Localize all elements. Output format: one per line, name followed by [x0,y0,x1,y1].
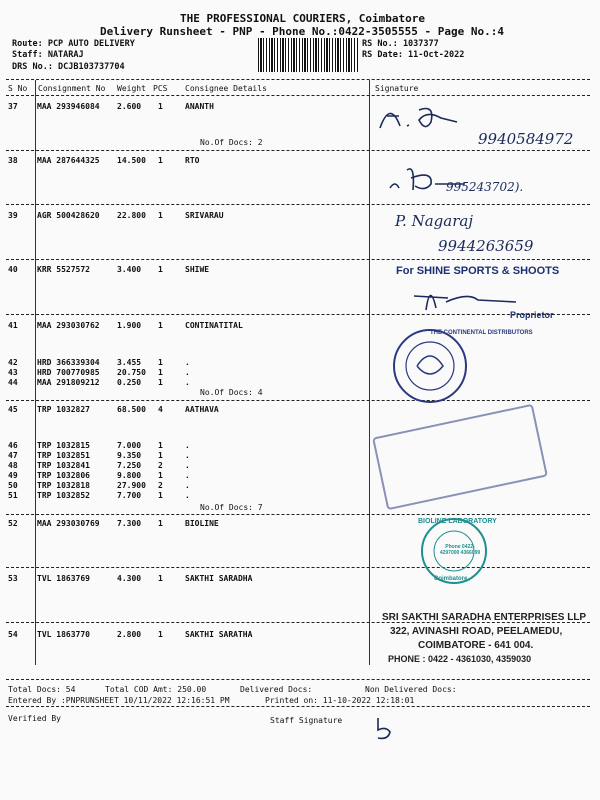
row-sno: 38 [8,156,18,165]
row-weight: 7.250 [117,461,142,470]
row-pcs: 1 [158,368,163,377]
col-signature: Signature [375,84,419,93]
row-pcs: 1 [158,441,163,450]
row-weight: 7.000 [117,441,142,450]
row-consignment: TVL 1863770 [37,630,90,639]
divider [6,314,590,315]
row-consignment: TRP 1032841 [37,461,90,470]
row-weight: 27.900 [117,481,146,490]
row-pcs: 1 [158,519,163,528]
row-consignment: HRD 700770985 [37,368,100,377]
stamp-sakthi-line1: SRI SAKTHI SARADHA ENTERPRISES LLP [382,612,587,623]
row-pcs: 1 [158,321,163,330]
row-consignment: TRP 1032815 [37,441,90,450]
row-consignment: TRP 1032806 [37,471,90,480]
row-consignee: SRIVARAU [185,211,224,220]
stamp-continental-text: THE CONTINENTAL DISTRIBUTORS [430,330,533,336]
row-consignee: . [185,471,190,480]
row-sno: 37 [8,102,18,111]
row-sno: 51 [8,491,18,500]
divider [6,150,590,151]
stamp-bioline-top: BIOLINE LABORATORY [418,518,497,525]
row-pcs: 1 [158,574,163,583]
row-weight: 7.300 [117,519,142,528]
row-consignee: . [185,441,190,450]
row-consignee: . [185,368,190,377]
stamp-sakthi-line3: COIMBATORE - 641 004. [418,640,534,651]
phone-handwritten-1: 9940584972 [478,130,574,148]
col-sno: S No [8,84,28,93]
column-rule [369,80,370,665]
row-consignee: RTO [185,156,200,165]
total-docs: Total Docs: 54 [8,685,76,694]
row-sno: 43 [8,368,18,377]
rs-date: RS Date: 11-Oct-2022 [362,50,465,60]
row-consignee: SAKTHI SARATHA [185,630,253,639]
divider [6,79,590,80]
row-weight: 22.800 [117,211,146,220]
row-consignee: . [185,481,190,490]
stamp-continental [385,326,475,406]
staff-label: Staff: NATARAJ [12,50,84,60]
row-weight: 7.700 [117,491,142,500]
divider [6,400,590,401]
row-sno: 52 [8,519,18,528]
stamp-proprietor: Proprietor [510,310,554,320]
total-cod: Total COD Amt: 250.00 [105,685,207,694]
row-sno: 45 [8,405,18,414]
signature-37 [375,98,465,138]
printed-on: Printed on: 11-10-2022 12:18:01 [265,696,415,705]
company-title: THE PROFESSIONAL COURIERS, Coimbatore [180,12,426,25]
column-rule [35,80,36,665]
row-pcs: 2 [158,461,163,470]
row-consignment: MAA 287644325 [37,156,100,165]
row-pcs: 1 [158,491,163,500]
col-weight: Weight [117,84,146,93]
row-pcs: 1 [158,471,163,480]
row-consignee: SAKTHI SARADHA [185,574,253,583]
divider [6,679,590,680]
entered-by: Entered By :PNPRUNSHEET 10/11/2022 12:16:51 PM [8,696,230,705]
staff-signature-label: Staff Signature [270,716,343,725]
row-weight: 2.800 [117,630,142,639]
stamp-sakthi-line4: PHONE : 0422 - 4361030, 4359030 [388,654,532,664]
verified-by: Verified By [8,714,61,723]
row-consignment: TRP 1032818 [37,481,90,490]
row-pcs: 1 [158,265,163,274]
row-pcs: 1 [158,358,163,367]
row-weight: 68.500 [117,405,146,414]
stamp-shine-sports: For SHINE SPORTS & SHOOTS [396,265,560,277]
row-weight: 9.800 [117,471,142,480]
row-consignment: TRP 1032852 [37,491,90,500]
route-label: Route: PCP AUTO DELIVERY [12,39,135,49]
stamp-aathava [372,404,548,510]
row-consignment: MAA 293030769 [37,519,100,528]
row-sno: 42 [8,358,18,367]
row-pcs: 1 [158,156,163,165]
divider [6,259,590,260]
row-consignee: SHIWE [185,265,210,274]
stamp-bioline-phone: Phone 0422-4297000 4366099 [439,544,481,556]
row-weight: 3.400 [117,265,142,274]
staff-signature-mark [372,714,402,744]
row-weight: 2.600 [117,102,142,111]
row-weight: 20.750 [117,368,146,377]
row-consignee: . [185,491,190,500]
row-sno: 44 [8,378,18,387]
delivered-docs: Delivered Docs: [240,685,313,694]
row-consignee: . [185,358,190,367]
row-sno: 49 [8,471,18,480]
row-weight: 4.300 [117,574,142,583]
row-pcs: 1 [158,378,163,387]
rs-number: RS No.: 1037377 [362,39,439,49]
row-consignment: KRR 5527572 [37,265,90,274]
row-consignee: BIOLINE [185,519,219,528]
row-consignee: AATHAVA [185,405,219,414]
runsheet-subtitle: Delivery Runsheet - PNP - Phone No.:0422-3505555 - Page No.:4 [100,25,504,38]
row-weight: 14.500 [117,156,146,165]
row-consignment: MAA 293030762 [37,321,100,330]
row-weight: 1.900 [117,321,142,330]
row-sno: 39 [8,211,18,220]
non-delivered-docs: Non Delivered Docs: [365,685,457,694]
row-weight: 0.250 [117,378,142,387]
divider [6,567,590,568]
divider [6,706,590,707]
row-consignment: MAA 293946084 [37,102,100,111]
docs-count: No.Of Docs: 4 [200,388,263,397]
phone-handwritten-3: 9944263659 [438,237,534,255]
row-consignee: . [185,451,190,460]
row-consignment: TRP 1032851 [37,451,90,460]
stamp-bioline-bottom: Coimbatore [434,576,468,582]
row-pcs: 1 [158,630,163,639]
row-sno: 40 [8,265,18,274]
row-sno: 41 [8,321,18,330]
signature-40 [408,282,518,312]
row-weight: 3.455 [117,358,142,367]
row-consignee: CONTINATITAL [185,321,243,330]
stamp-sakthi-line2: 322, AVINASHI ROAD, PEELAMEDU, [390,626,563,637]
row-consignment: TVL 1863769 [37,574,90,583]
row-pcs: 2 [158,481,163,490]
row-consignment: HRD 366339304 [37,358,100,367]
row-weight: 9.350 [117,451,142,460]
row-pcs: 1 [158,451,163,460]
row-consignment: MAA 291809212 [37,378,100,387]
row-consignee: . [185,461,190,470]
row-pcs: 1 [158,102,163,111]
divider [6,95,590,96]
phone-handwritten-2: 995243702). [446,180,524,194]
divider [6,514,590,515]
docs-count: No.Of Docs: 7 [200,503,263,512]
row-consignee: ANANTH [185,102,214,111]
barcode [258,38,358,72]
docs-count: No.Of Docs: 2 [200,138,263,147]
signature-39-name: P. Nagaraj [395,212,473,230]
row-pcs: 4 [158,405,163,414]
row-sno: 46 [8,441,18,450]
row-pcs: 1 [158,211,163,220]
row-consignment: TRP 1032827 [37,405,90,414]
col-pcs: PCS [153,84,168,93]
divider [6,204,590,205]
row-sno: 50 [8,481,18,490]
row-sno: 54 [8,630,18,639]
drs-label: DRS No.: DCJB103737704 [12,62,125,72]
col-consignment: Consignment No [38,84,106,93]
row-sno: 48 [8,461,18,470]
row-sno: 47 [8,451,18,460]
row-sno: 53 [8,574,18,583]
row-consignee: . [185,378,190,387]
col-consignee: Consignee Details [185,84,267,93]
row-consignment: AGR 500428620 [37,211,100,220]
